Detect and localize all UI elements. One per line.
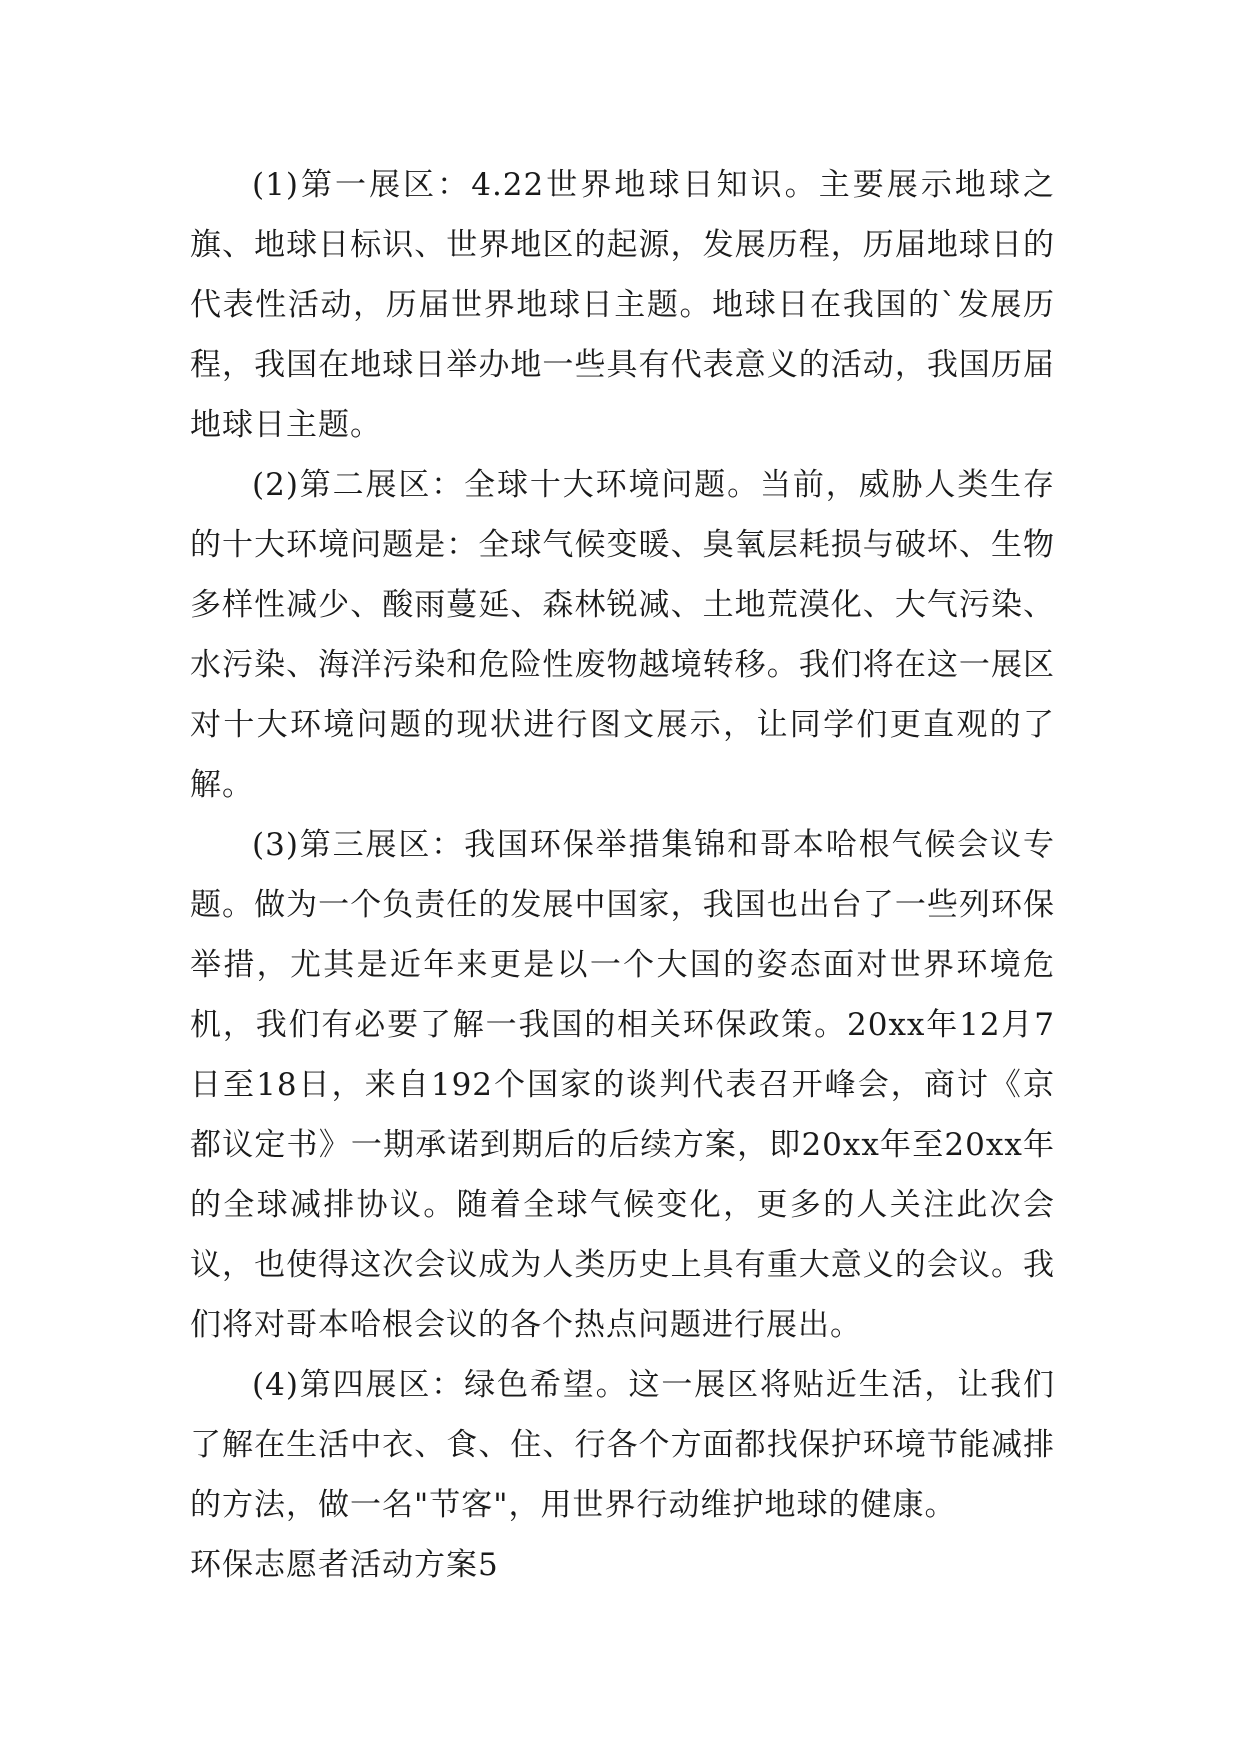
section-heading: 环保志愿者活动方案5 <box>190 1547 499 1583</box>
paragraph-exhibit-1: (1)第一展区：4.22世界地球日知识。主要展示地球之旗、地球日标识、世界地区的起源，发展历程，历届地球日的代表性活动，历届世界地球日主题。地球日在我国的`发展历程，我国在地球日举办地一些具有代表意义的活动，我国历届地球日主题。 <box>190 167 1055 443</box>
document-body <box>190 155 1055 1595</box>
paragraph-exhibit-2: (2)第二展区：全球十大环境问题。当前，威胁人类生存的十大环境问题是：全球气候变暖、臭氧层耗损与破坏、生物多样性减少、酸雨蔓延、森林锐减、土地荒漠化、大气污染、水污染、海洋污染和危险性废物越境转移。我们将在这一展区对十大环境问题的现状进行图文展示，让同学们更直观的了解。 <box>190 467 1055 803</box>
paragraph-exhibit-3: (3)第三展区：我国环保举措集锦和哥本哈根气候会议专题。做为一个负责任的发展中国家，我国也出台了一些列环保举措，尤其是近年来更是以一个大国的姿态面对世界环境危机，我们有必要了解一我国的相关环保政策。20xx年12月7日至18日，来自192个国家的谈判代表召开峰会，商讨《京都议定书》一期承诺到期后的后续方案，即20xx年至20xx年的全球减排协议。随着全球气候变化，更多的人关注此次会议，也使得这次会议成为人类历史上具有重大意义的会议。我们将对哥本哈根会议的各个热点问题进行展出。 <box>190 827 1055 1343</box>
paragraph-exhibit-4: (4)第四展区：绿色希望。这一展区将贴近生活，让我们了解在生活中衣、食、住、行各个方面都找保护环境节能减排的方法，做一名"节客"，用世界行动维护地球的健康。 <box>190 1367 1055 1523</box>
